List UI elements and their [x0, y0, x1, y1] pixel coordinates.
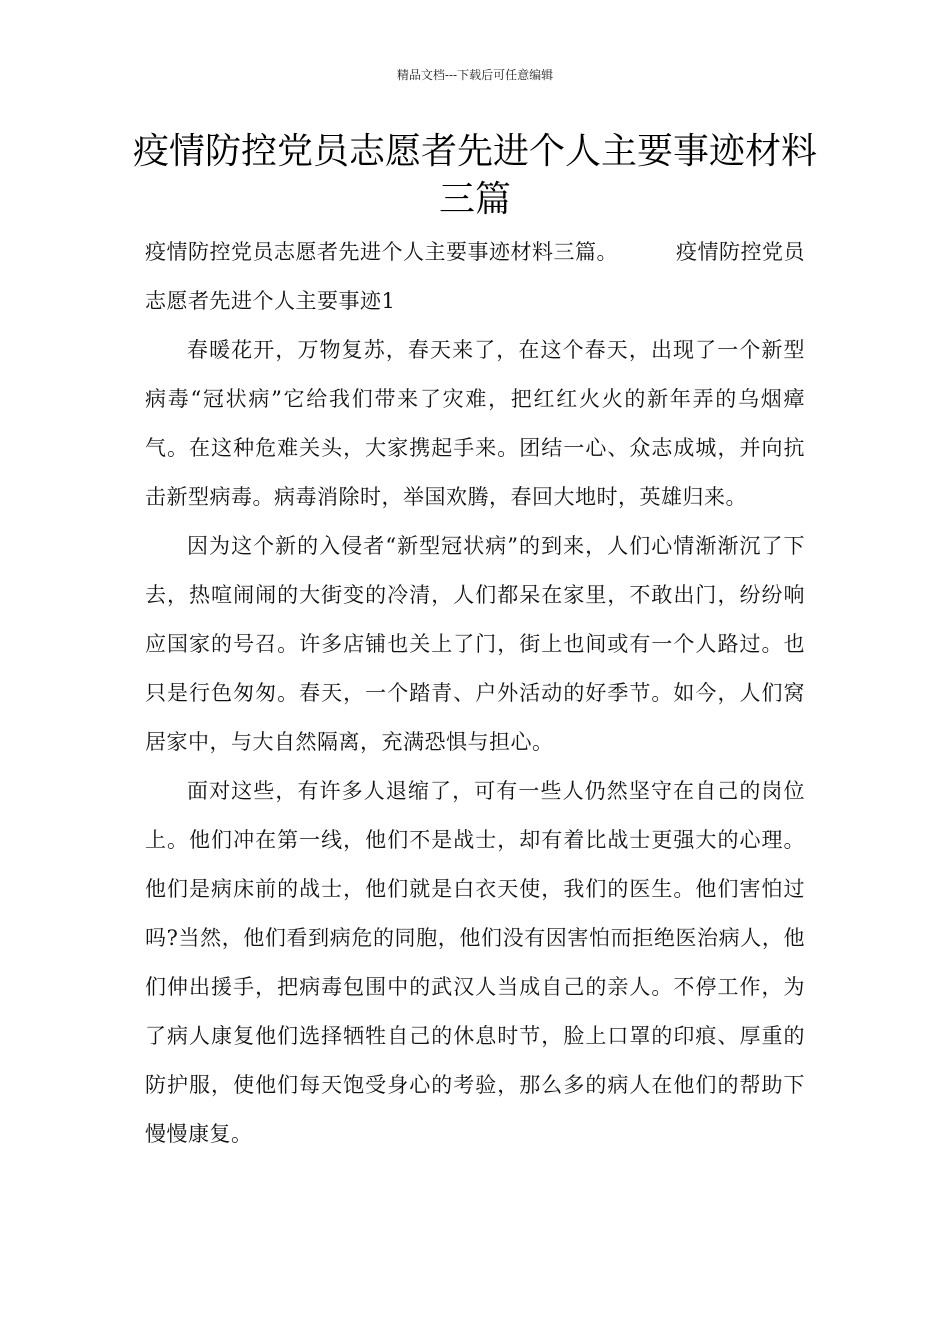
document-body [145, 228, 805, 1159]
intro-paragraph [145, 228, 805, 326]
intro-text-part1: 疫情防控党员志愿者先进个人主要事迹材料三篇。 [145, 240, 618, 264]
body-paragraph-3: 面对这些，有许多人退缩了，可有一些人仍然坚守在自己的岗位上。他们冲在第一线，他们不是战士，却有着比战士更强大的心理。他们是病床前的战士，他们就是白衣天使，我们的医生。他们害怕过吗?当然，他们看到病危的同胞，他们没有因害怕而拒绝医治病人，他们伸出援手，把病毒包围中的武汉人当成自己的亲人。不停工作，为了病人康复他们选择牺牲自己的休息时节，脸上口罩的印痕、厚重的防护服，使他们每天饱受身心的考验，那么多的病人在他们的帮助下慢慢康复。 [145, 779, 805, 1146]
body-paragraph-2: 因为这个新的入侵者“新型冠状病”的到来，人们心情渐渐沉了下去，热喧闹闹的大街变的冷清，人们都呆在家里，不敢出门，纷纷响应国家的号召。许多店铺也关上了门，街上也间或有一个人路过。也只是行色匆匆。春天，一个踏青、户外活动的好季节。如今，人们窝居家中，与大自然隔离，充满恐惧与担心。 [145, 534, 805, 754]
body-paragraph-1: 春暖花开，万物复苏，春天来了，在这个春天，出现了一个新型病毒“冠状病”它给我们带来了灾难，把红红火火的新年弄的乌烟瘴气。在这种危难关头，大家携起手来。团结一心、众志成城，并向抗击新型病毒。病毒消除时，举国欢腾，春回大地时，英雄归来。 [145, 338, 805, 509]
intro-text-part2: 疫情防控党员志愿者先进个人主要事迹1 [145, 240, 805, 313]
page-header: 精品文档---下载后可任意编辑 [396, 68, 554, 82]
document-title: 疫情防控党员志愿者先进个人主要事迹材料三篇 [132, 131, 817, 220]
